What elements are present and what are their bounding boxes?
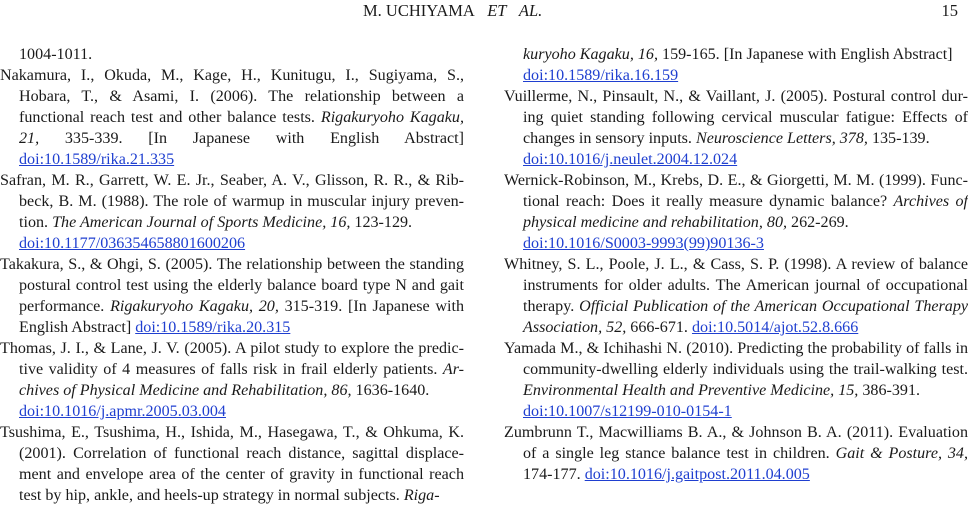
- reference-pages: 159-165. [In Japanese with English Abstract]: [658, 46, 953, 63]
- reference-entry: [504, 422, 968, 485]
- reference-entry: [0, 422, 464, 506]
- reference-continuation: 1004-1011.: [19, 46, 93, 63]
- reference-continuation: [523, 44, 968, 86]
- reference-journal: Rigakuryoho Kagaku, 21,: [19, 109, 464, 147]
- reference-journal: Neuroscience Letters, 378,: [695, 130, 868, 147]
- reference-entry: [504, 254, 968, 338]
- reference-pages: 335-339. [In Japanese with English Abstract]: [39, 130, 464, 147]
- reference-entry: [0, 254, 464, 338]
- doi-link[interactable]: doi:10.1589/rika.20.315: [135, 319, 291, 336]
- reference-entry: [504, 86, 968, 170]
- reference-journal: Gait & Posture, 34,: [835, 445, 968, 462]
- reference-journal: Archives of physical medicine and rehabilitation, 80,: [523, 193, 968, 231]
- doi-link[interactable]: doi:10.1589/rika.21.335: [19, 151, 175, 168]
- doi-link[interactable]: doi:10.1016/j.gaitpost.2011.04.005: [584, 466, 810, 483]
- reference-text: Vuillerme, N., Pinsault, N., & Vaillant, J. (2005). Postural control dur-ing quiet standing following cervical muscular fatigue: Effects of changes in sensory inputs.: [504, 88, 968, 147]
- reference-entry: [0, 338, 464, 422]
- reference-text: Zumbrunn T., Macwilliams B. A., & Johnson B. A. (2011). Evaluation of a single leg stance balance test in children.: [504, 424, 968, 462]
- reference-entry: [0, 170, 464, 254]
- reference-text: Whitney, S. L., Poole, J. L., & Cass, S. P. (1998). A review of balance instruments for older adults. The American journal of occupational therapy.: [504, 256, 968, 315]
- reference-journal: Environmental Health and Preventive Medicine, 15,: [523, 382, 859, 399]
- al-text: AL.: [518, 1, 543, 20]
- reference-journal: Riga-: [403, 487, 440, 504]
- doi-link[interactable]: doi:10.1177/036354658801600206: [19, 235, 246, 252]
- reference-text: Wernick-Robinson, M., Krebs, D. E., & Giorgetti, M. M. (1999). Func-tional reach: Does it really measure dynamic balance?: [504, 172, 968, 210]
- doi-link[interactable]: doi:10.1016/j.apmr.2005.03.004: [19, 403, 226, 420]
- reference-journal: kuryoho Kagaku, 16,: [523, 46, 658, 63]
- doi-link[interactable]: doi:10.1016/S0003-9993(99)90136-3: [523, 235, 764, 252]
- reference-journal: The American Journal of Sports Medicine, 16,: [52, 214, 351, 231]
- running-head-author: [363, 1, 542, 21]
- reference-pages: 666-671.: [626, 319, 692, 336]
- reference-journal: Official Publication of the American Occupational Therapy Association, 52,: [523, 298, 968, 336]
- doi-link[interactable]: doi:10.1589/rika.16.159: [523, 67, 679, 84]
- reference-text: Takakura, S., & Ohgi, S. (2005). The relationship between the standing postural control test using the elderly balance board type N and gait performance.: [0, 256, 464, 315]
- reference-pages: 315-319. [In Japanese with English Abstract]: [19, 298, 464, 336]
- doi-link[interactable]: doi:10.5014/ajot.52.8.666: [691, 319, 859, 336]
- references-right-column: [504, 44, 968, 485]
- page-number: 15: [941, 1, 958, 20]
- reference-pages: 174-177.: [523, 466, 585, 483]
- running-header: [0, 0, 968, 24]
- reference-text: Tsushima, E., Tsushima, H., Ishida, M., Hasegawa, T., & Ohkuma, K. (2001). Correlation of functional reach distance, sagittal displace-ment and envelope area of the center of gravity in functional reach test by hip, ankle, and heels-up strategy in normal subjects.: [0, 424, 464, 504]
- reference-pages: 262-269.: [787, 214, 849, 231]
- doi-link[interactable]: doi:10.1007/s12199-010-0154-1: [523, 403, 732, 420]
- reference-pages: 386-391.: [858, 382, 921, 399]
- reference-journal: Rigakuryoho Kagaku, 20,: [110, 298, 279, 315]
- reference-entry: [504, 338, 968, 422]
- reference-text: Yamada M., & Ichihashi N. (2010). Predicting the probability of falls in community-dwelling elderly individuals using the trail-walking test.: [504, 340, 968, 378]
- reference-text: Safran, M. R., Garrett, W. E. Jr., Seaber, A. V., Glisson, R. R., & Rib-beck, B. M. (1988). The role of warmup in muscular injury preven-tion.: [0, 172, 464, 231]
- reference-entry: [504, 170, 968, 254]
- reference-entry: [0, 65, 464, 170]
- doi-link[interactable]: doi:10.1016/j.neulet.2004.12.024: [523, 151, 738, 168]
- author-name: M. UCHIYAMA: [363, 1, 475, 20]
- reference-text: Nakamura, I., Okuda, M., Kage, H., Kunitugu, I., Sugiyama, S., Hobara, T., & Asami, I. (2006). The relationship between a functional reach test and other balance tests.: [0, 67, 464, 126]
- reference-pages: 1636-1640.: [351, 382, 430, 399]
- reference-journal: Ar-chives of Physical Medicine and Rehabilitation, 86,: [19, 361, 464, 399]
- et-text: ET: [487, 1, 507, 20]
- reference-pages: 123-129.: [350, 214, 413, 231]
- reference-pages: 135-139.: [867, 130, 930, 147]
- reference-text: Thomas, J. I., & Lane, J. V. (2005). A pilot study to explore the predic-tive validity of 4 measures of falls risk in frail elderly patients.: [0, 340, 464, 378]
